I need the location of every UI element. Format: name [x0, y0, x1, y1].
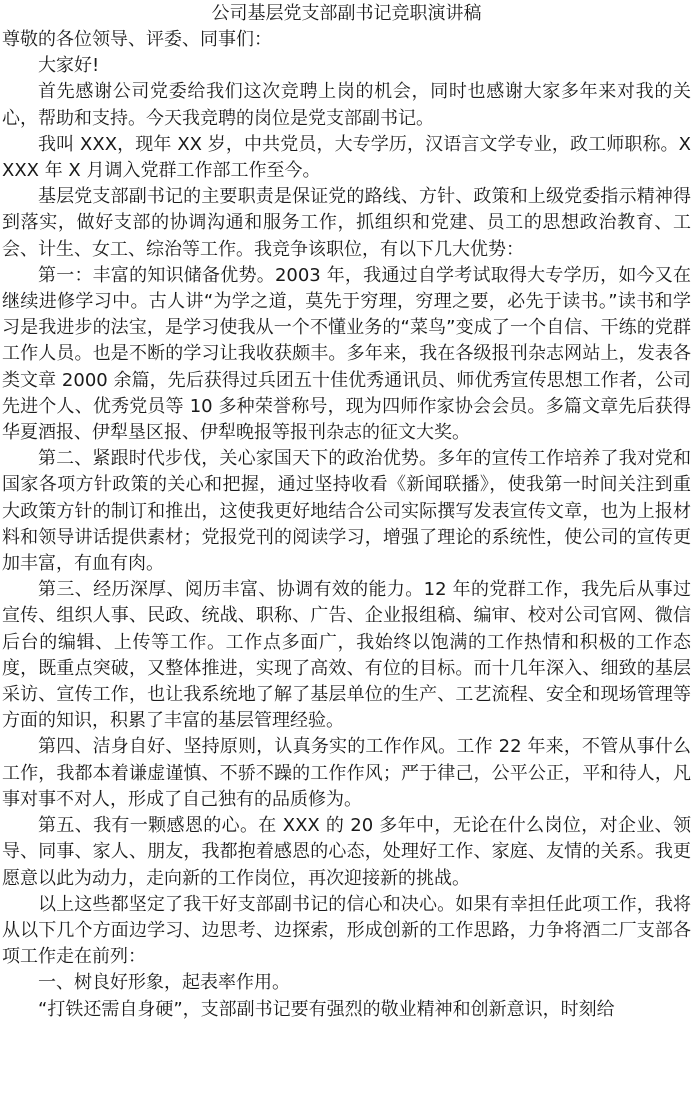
paragraph-greeting: 大家好!	[38, 55, 100, 77]
paragraph-plan-heading-1: 一、树良好形象，起表率作用。	[38, 972, 290, 994]
paragraph-thanks: 首先感谢公司党委给我们这次竞聘上岗的机会，同时也感谢大家多年来对我的关心，帮助和支持。今天我竞聘的岗位是党支部副书记。	[2, 81, 691, 129]
paragraph-advantage-5: 第五、我有一颗感恩的心。在 XXX 的 20 多年中，无论在什么岗位，对企业、领导、同事、家人、朋友，我都抱着感恩的心态，处理好工作、家庭、友情的关系。我更愿意以此为动力，走向新的工作岗位，再次迎接新的挑战。	[2, 815, 691, 889]
document-title: 公司基层党支部副书记竞职演讲稿	[211, 3, 482, 24]
paragraph-plan-1-text: “打铁还需自身硬”，支部副书记要有强烈的敬业精神和创新意识，时刻给	[38, 998, 615, 1020]
paragraph-resolve: 以上这些都坚定了我干好支部副书记的信心和决心。如果有幸担任此项工作，我将从以下几个方面边学习、边思考、边探索，形成创新的工作思路，力争将酒二厂支部各项工作走在前列：	[2, 893, 691, 968]
paragraph-advantage-1: 第一：丰富的知识储备优势。2003 年，我通过自学考试取得大专学历，如今又在继续进修学习中。古人讲“为学之道，莫先于穷理，穷理之要，必先于读书。”读书和学习是我进步的法宝，是学习使我从一个不懂业务的“菜鸟”变成了一个自信、干练的党群工作人员。也是不断的学习让我收获颇丰。多年来，我在各级报刊杂志网站上，发表各类文章 2000 余篇，先后获得过兵团五十佳优秀通讯员、师优秀宣传思想工作者，公司先进个人、优秀党员等 10 多种荣誉称号，现为四师作家协会会员。多篇文章先后获得华夏酒报、伊犁垦区报、伊犁晚报等报刊杂志的征文大奖。	[2, 264, 691, 444]
salutation: 尊敬的各位领导、评委、同事们：	[2, 29, 272, 50]
paragraph-duties: 基层党支部副书记的主要职责是保证党的路线、方针、政策和上级党委指示精神得到落实，做好支部的协调沟通和服务工作，抓组织和党建、员工的思想政治教育、工会、计生、女工、综治等工作。我竞争该职位，有以下几大优势：	[2, 186, 691, 260]
paragraph-advantage-4: 第四、洁身自好、坚持原则，认真务实的工作作风。工作 22 年来，不管从事什么工作，我都本着谦虚谨慎、不骄不躁的工作作风；严于律己，公平公正，平和待人，凡事对事不对人，形成了自己独有的品质修为。	[2, 736, 691, 810]
paragraph-self-intro: 我叫 XXX，现年 XX 岁，中共党员，大专学历，汉语言文学专业，政工师职称。XXXX 年 X 月调入党群工作部工作至今。	[2, 133, 691, 182]
paragraph-advantage-3: 第三、经历深厚、阅历丰富、协调有效的能力。12 年的党群工作，我先后从事过宣传、组织人事、民政、统战、职称、广告、企业报组稿、编审、校对公司官网、微信后台的编辑、上传等工作。工作点多面广，我始终以饱满的工作热情和积极的工作态度，既重点突破，又整体推进，实现了高效、有位的目标。而十几年深入、细致的基层采访、宣传工作，也让我系统地了解了基层单位的生产、工艺流程、安全和现场管理等方面的知识，积累了丰富的基层管理经验。	[2, 579, 691, 732]
paragraph-advantage-2: 第二、紧跟时代步伐，关心家国天下的政治优势。多年的宣传工作培养了我对党和国家各项方针政策的关心和把握，通过坚持收看《新闻联播》，使我第一时间关注到重大政策方针的制订和推出，这使我更好地结合公司实际撰写发表宣传文章，也为上报材料和领导讲话提供素材；党报党刊的阅读学习，增强了理论的系统性，使公司的宣传更加丰富，有血有肉。	[2, 448, 691, 575]
